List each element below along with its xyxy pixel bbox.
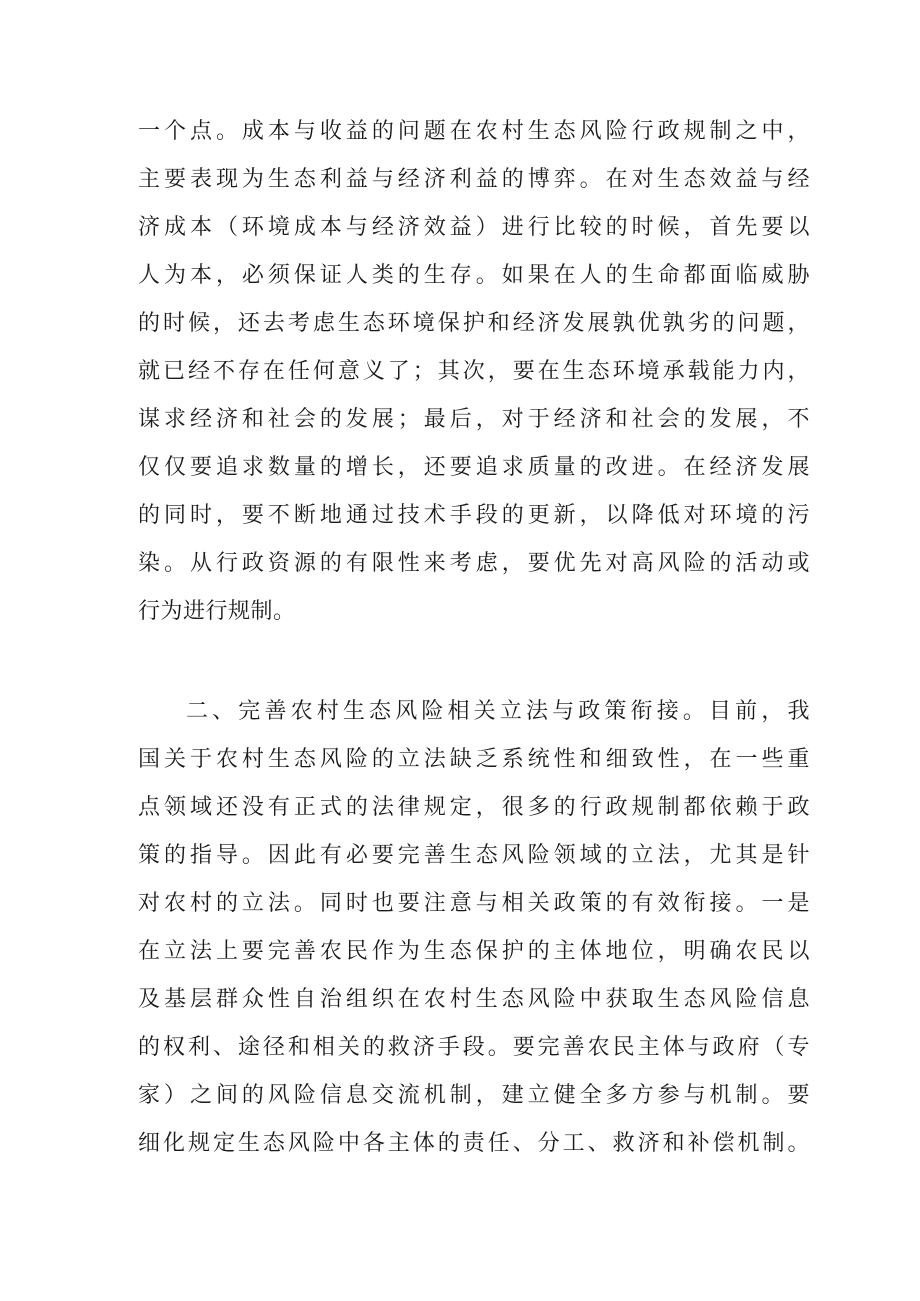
paragraph-1-line: 一个点。成本与收益的问题在农村生态风险行政规制之中，: [138, 119, 810, 144]
paragraph-1-line: 就已经不存在任何意义了；其次，要在生态环境承载能力内，: [138, 359, 810, 384]
paragraph-1-line: 染。从行政资源的有限性来考虑，要优先对高风险的活动或: [138, 551, 810, 576]
paragraph-2-line: 二、完善农村生态风险相关立法与政策衔接。目前，我: [186, 699, 810, 724]
paragraph-2-line: 点领域还没有正式的法律规定，很多的行政规制都依赖于政: [138, 795, 810, 820]
paragraph-2-line: 家）之间的风险信息交流机制，建立健全多方参与机制。要: [138, 1083, 810, 1108]
paragraph-1-line: 仅仅要追求数量的增长，还要追求质量的改进。在经济发展: [138, 455, 810, 480]
paragraph-1-line: 济成本（环境成本与经济效益）进行比较的时候，首先要以: [138, 215, 810, 240]
paragraph-2-line: 国关于农村生态风险的立法缺乏系统性和细致性，在一些重: [138, 747, 810, 772]
paragraph-2-line: 策的指导。因此有必要完善生态风险领域的立法，尤其是针: [138, 843, 810, 868]
paragraph-2-line: 细化规定生态风险中各主体的责任、分工、救济和补偿机制。: [138, 1131, 810, 1156]
paragraph-1-line: 人为本，必须保证人类的生存。如果在人的生命都面临威胁: [138, 263, 810, 288]
paragraph-1-line: 的同时，要不断地通过技术手段的更新，以降低对环境的污: [138, 503, 810, 528]
paragraph-1-line: 谋求经济和社会的发展；最后，对于经济和社会的发展，不: [138, 407, 810, 432]
paragraph-1-line: 的时候，还去考虑生态环境保护和经济发展孰优孰劣的问题，: [138, 311, 810, 336]
paragraph-2-line: 对农村的立法。同时也要注意与相关政策的有效衔接。一是: [138, 891, 810, 916]
paragraph-2-line: 在立法上要完善农民作为生态保护的主体地位，明确农民以: [138, 939, 810, 964]
paragraph-1-line: 行为进行规制。: [138, 599, 296, 624]
paragraph-1-line: 主要表现为生态利益与经济利益的博弈。在对生态效益与经: [138, 167, 810, 192]
paragraph-2-line: 及基层群众性自治组织在农村生态风险中获取生态风险信息: [138, 987, 810, 1012]
paragraph-2-line: 的权利、途径和相关的救济手段。要完善农民主体与政府（专: [138, 1035, 810, 1060]
